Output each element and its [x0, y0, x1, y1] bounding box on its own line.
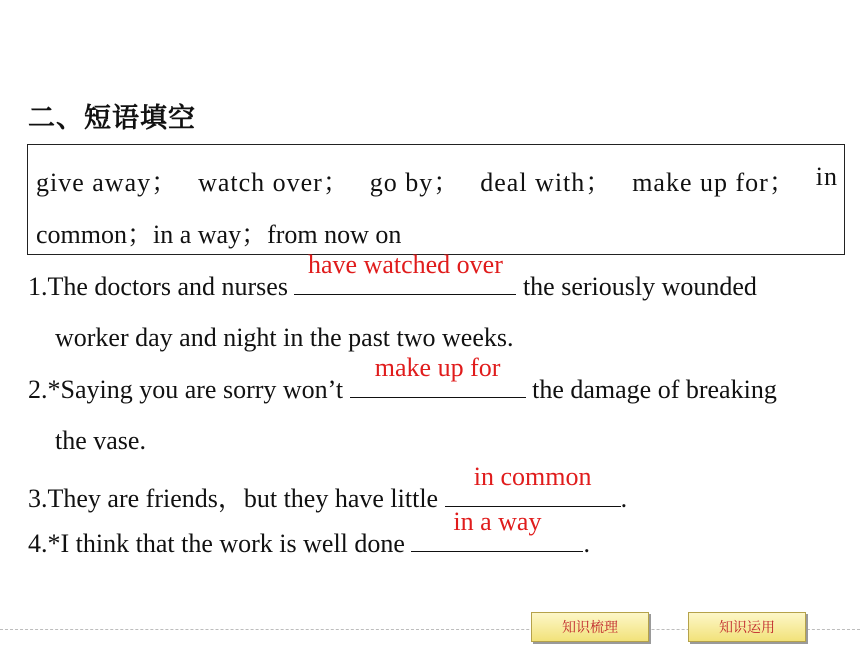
answer-blank — [294, 250, 516, 295]
phrase-item: deal with； — [480, 168, 613, 197]
question-text: . — [620, 484, 628, 513]
question-text: 3.They are friends，but they have little — [28, 484, 445, 513]
phrase-item: make up for； — [632, 168, 796, 197]
phrase-item: go by； — [369, 168, 461, 197]
answer-text: in a way — [453, 507, 542, 536]
phrase-item: give away； — [36, 168, 179, 197]
question-4 — [28, 507, 590, 559]
question-text: 2.*Saying you are sorry won’t — [28, 375, 350, 404]
answer-text: make up for — [374, 353, 501, 382]
question-text: the seriously wounded — [516, 272, 757, 301]
question-1-continuation: worker day and night in the past two weeks. — [55, 323, 514, 352]
answer-text: in common — [473, 462, 592, 491]
answer-blank — [445, 462, 621, 507]
question-2-continuation: the vase. — [55, 426, 146, 455]
question-text: 1.The doctors and nurses — [28, 272, 295, 301]
phrase-box-line-1 — [36, 162, 838, 199]
answer-text: have watched over — [307, 250, 503, 279]
question-text: the damage of breaking — [525, 375, 777, 404]
answer-blank — [411, 507, 583, 552]
question-text: . — [583, 529, 590, 558]
knowledge-review-button[interactable]: 知识梳理 — [531, 612, 649, 642]
answer-blank — [350, 353, 526, 398]
question-1 — [28, 250, 757, 302]
phrase-item: in — [815, 162, 838, 191]
section-title: 二、短语填空 — [28, 103, 196, 134]
question-2 — [28, 353, 777, 405]
phrase-box-line-2: common；in a way；from now on — [36, 220, 402, 249]
phrase-item: watch over； — [198, 168, 350, 197]
question-text: 4.*I think that the work is well done — [28, 529, 412, 558]
knowledge-application-button[interactable]: 知识运用 — [688, 612, 806, 642]
phrase-box — [27, 144, 845, 255]
